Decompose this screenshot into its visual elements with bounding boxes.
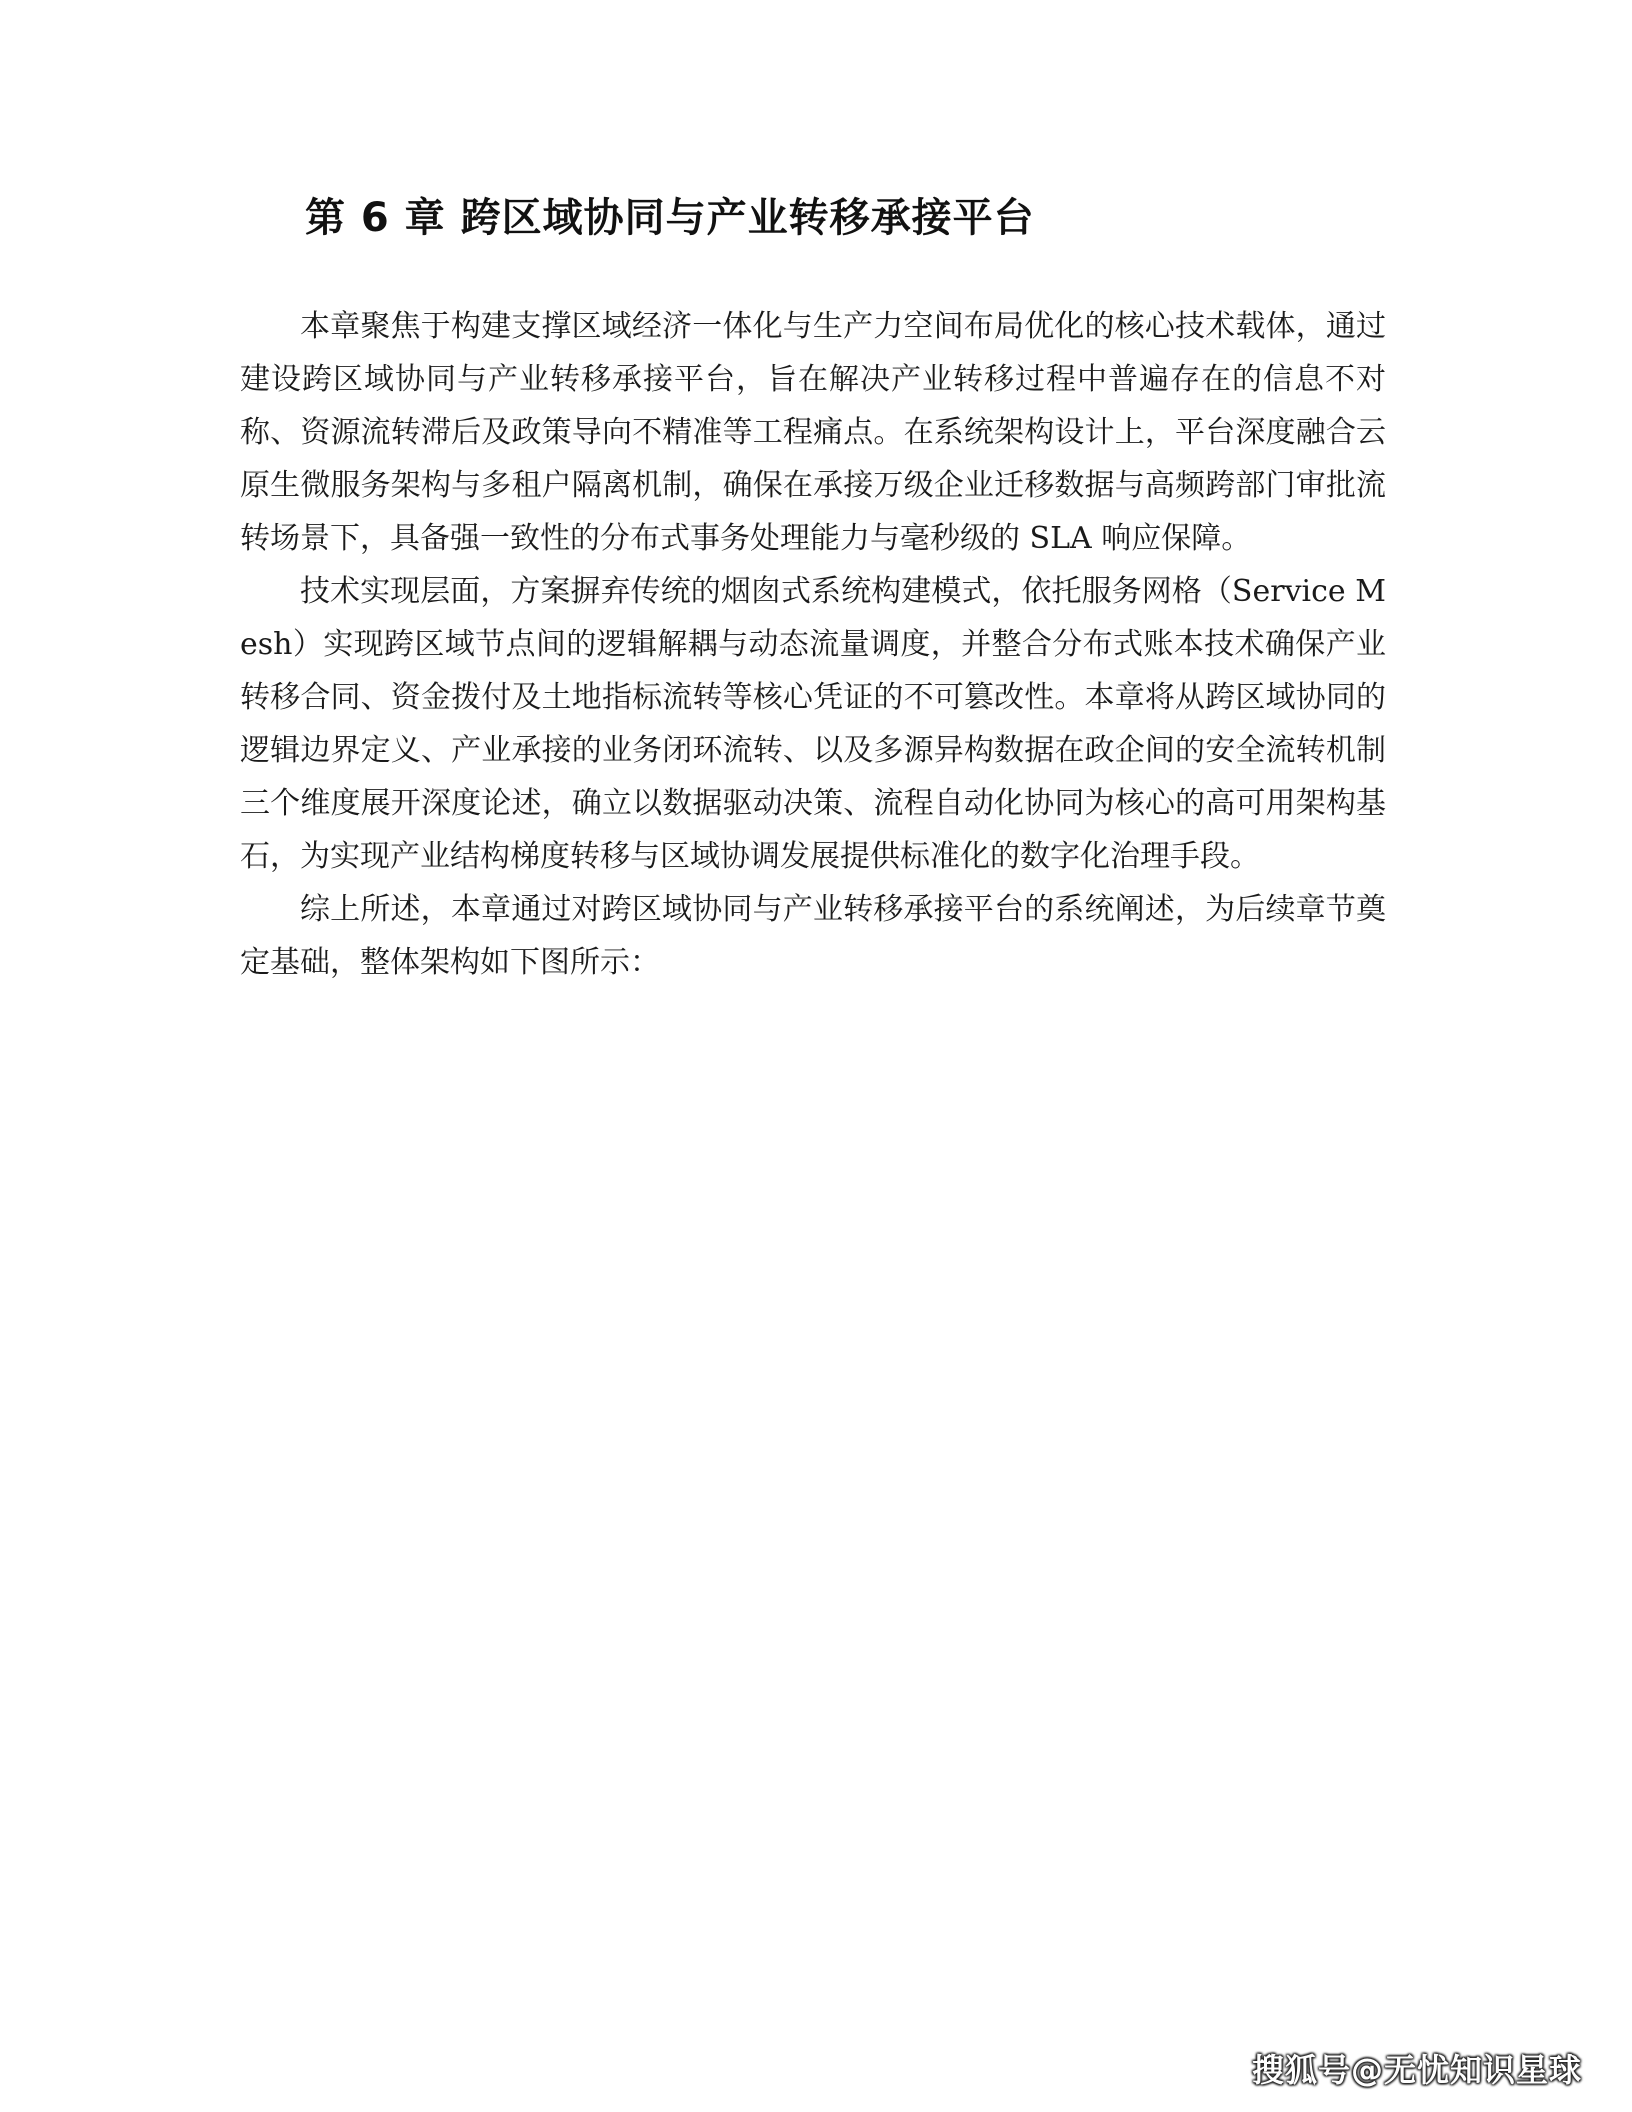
source-watermark: 搜狐号@无忧知识星球	[1251, 2051, 1582, 2089]
paragraph-intro: 本章聚焦于构建支撑区域经济一体化与生产力空间布局优化的核心技术载体，通过建设跨区域协同与产业转移承接平台，旨在解决产业转移过程中普遍存在的信息不对称、资源流转滞后及政策导向不精准等工程痛点。在系统架构设计上，平台深度融合云原生微服务架构与多租户隔离机制，确保在承接万级企业迁移数据与高频跨部门审批流转场景下，具备强一致性的分布式事务处理能力与毫秒级的 SLA 响应保障。	[240, 309, 1386, 556]
chapter-title: 第 6 章 跨区域协同与产业转移承接平台	[305, 195, 1035, 241]
paragraph-summary: 综上所述，本章通过对跨区域协同与产业转移承接平台的系统阐述，为后续章节奠定基础，整体架构如下图所示：	[240, 892, 1386, 980]
paragraph-technical: 技术实现层面，方案摒弃传统的烟囱式系统构建模式，依托服务网格（Service Mesh）实现跨区域节点间的逻辑解耦与动态流量调度，并整合分布式账本技术确保产业转移合同、资金拨付及土地指标流转等核心凭证的不可篡改性。本章将从跨区域协同的逻辑边界定义、产业承接的业务闭环流转、以及多源异构数据在政企间的安全流转机制三个维度展开深度论述，确立以数据驱动决策、流程自动化协同为核心的高可用架构基石，为实现产业结构梯度转移与区域协调发展提供标准化的数字化治理手段。	[240, 574, 1386, 874]
chapter-body	[240, 300, 1386, 989]
